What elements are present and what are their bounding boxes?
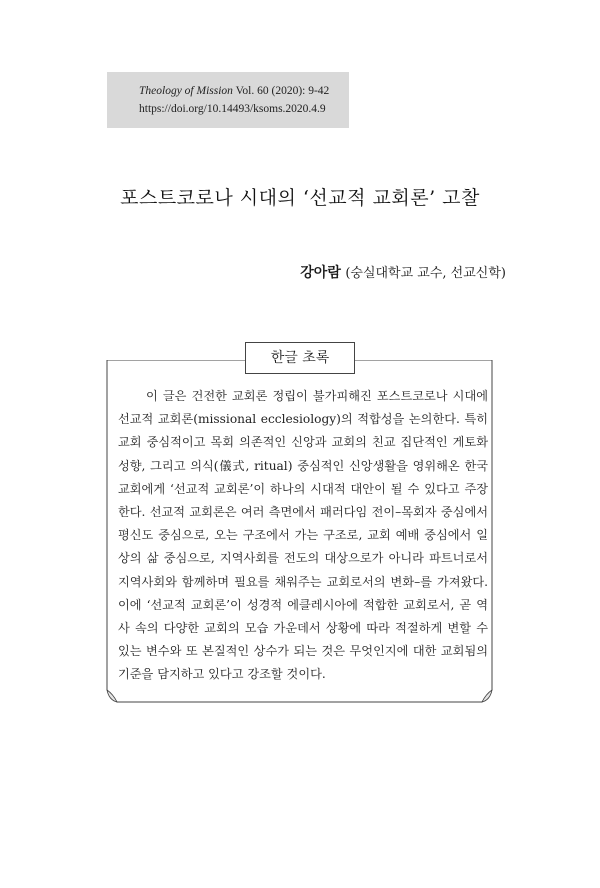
paper-title: 포스트코로나 시대의 ‘선교적 교회론’ 고찰 <box>120 187 480 209</box>
abstract-text: 이 글은 건전한 교회론 정립이 불가피해진 포스트코로나 시대에 선교적 교회론(missional ecclesiology)의 적합성을 논의한다. 특히 교회 중심적이고 목회 의존적인 신앙과 교회의 친교 집단적인 게토화 성향, 그리고 의식(儀式, ritual) 중심적인 신앙생활을 영위해온 한국교회에게 ‘선교적 교회론’이 하나의 시대적 대안이 될 수 있다고 주장한다. 선교적 교회론은 여러 측면에서 패러다임 전이–목회자 중심에서 평신도 중심으로, 오는 구조에서 가는 구조로, 교회 예배 중심에서 일상의 삶 중심으로, 지역사회를 전도의 대상으로가 아니라 파트너로서 지역사회와 함께하며 필요를 채워주는 교회로서의 변화–를 가져왔다. 이에 ‘선교적 교회론’이 성경적 에클레시아에 적합한 교회로서, 곧 역사 속의 다양한 교회의 모습 가운데서 상황에 따라 적절하게 변할 수 있는 변수와 또 본질적인 상수가 되는 것은 무엇인지에 대한 교회됨의 기준을 담지하고 있다고 강조할 것이다. <box>118 389 488 682</box>
doi-link[interactable]: https://doi.org/10.14493/ksoms.2020.4.9 <box>139 103 326 115</box>
author-line <box>300 262 506 282</box>
journal-line <box>139 82 349 100</box>
abstract-label: 한글 초록 <box>245 342 355 374</box>
author-name: 강아람 <box>300 265 341 281</box>
journal-citation-box <box>107 72 349 128</box>
journal-volume: Vol. 60 (2020): 9-42 <box>235 85 330 97</box>
journal-name: Theology of Mission <box>139 85 233 97</box>
abstract-body <box>118 385 488 687</box>
author-affiliation: (숭실대학교 교수, 선교신학) <box>345 266 506 281</box>
